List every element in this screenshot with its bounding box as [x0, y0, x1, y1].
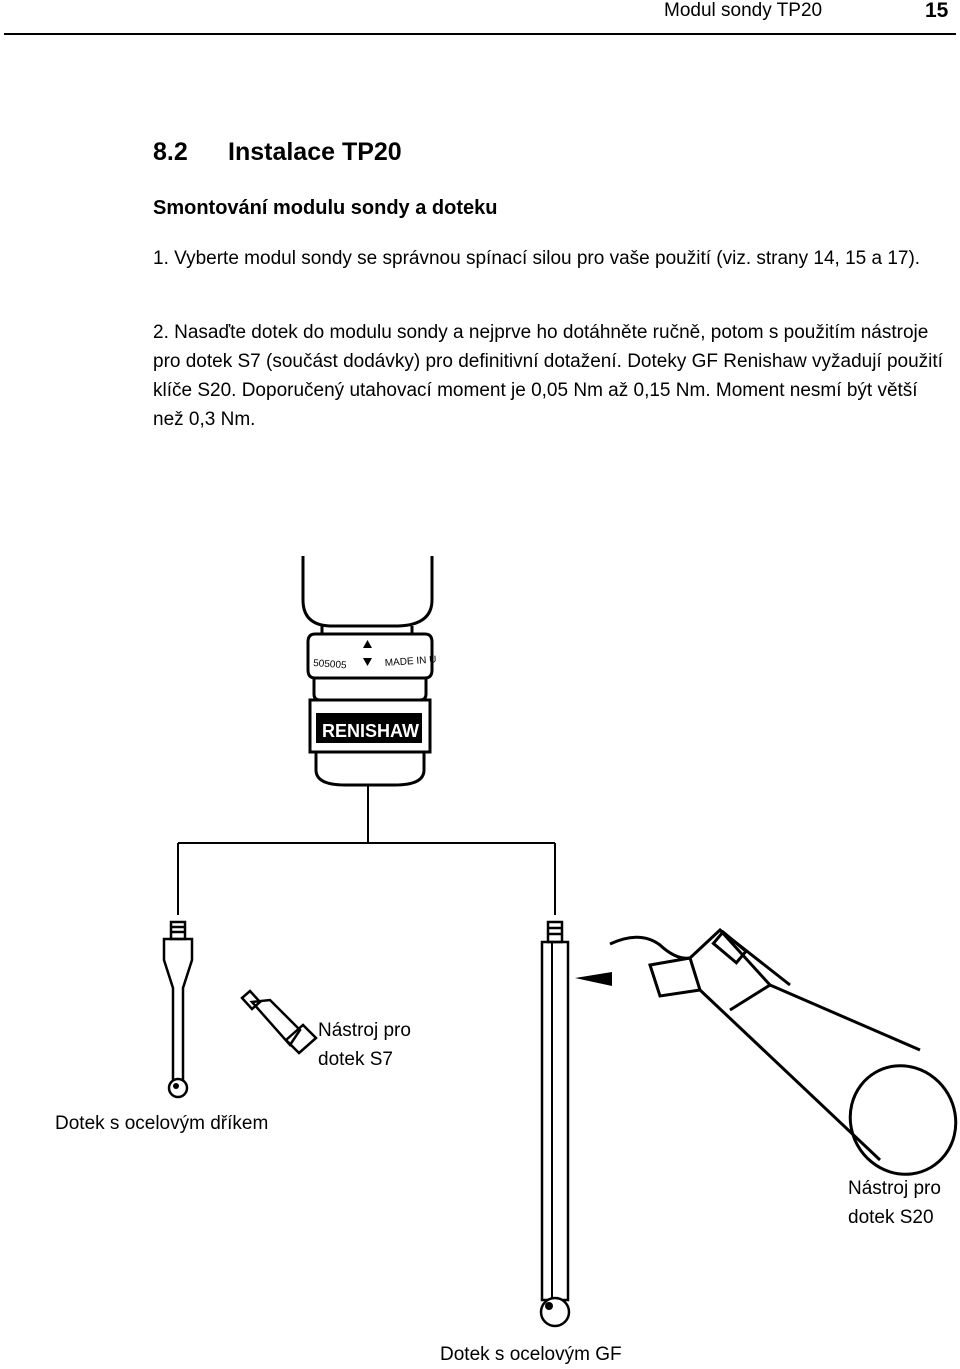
page-number: 15 — [925, 0, 949, 22]
s7-tool-label: Nástroj pro dotek S7 — [318, 1020, 411, 1070]
steel-stylus — [164, 922, 192, 1097]
up-arrow-icon — [363, 640, 372, 648]
probe-module — [303, 556, 432, 785]
insert-arrow-icon — [575, 972, 612, 986]
section-title: Instalace TP20 — [228, 138, 402, 166]
s7-tool — [242, 991, 316, 1053]
header-title: Modul sondy TP20 — [664, 0, 823, 21]
gf-stylus — [541, 922, 569, 1326]
section-number: 8.2 — [153, 138, 188, 166]
steel-stylus-label: Dotek s ocelovým dříkem — [55, 1113, 269, 1134]
s20-tool-label: Nástroj pro dotek S20 — [848, 1178, 941, 1228]
step-2-text: 2. Nasaďte dotek do modulu sondy a nejprve ho dotáhněte ručně, potom s použitím nástroje pro dotek S7 (součást dodávky) pro definitivní dotažení. Doteky GF Renishaw vyžadují použití klíče S20. Doporučený utahovací moment je 0,05 Nm až 0,15 Nm. Moment nesmí být větší než 0,3 Nm. — [153, 322, 943, 430]
gf-stylus-label: Dotek s ocelovým GF — [440, 1344, 622, 1365]
step-1-text: 1. Vyberte modul sondy se správnou spínací silou pro vaše použití (viz. strany 14, 15 a 17). — [153, 248, 921, 269]
module-code: 505005 — [312, 658, 347, 672]
s20-tool — [610, 930, 960, 1194]
connector-lines — [178, 785, 555, 915]
subsection-heading: Smontování modulu sondy a doteku — [153, 197, 498, 219]
module-brand: RENISHAW — [322, 721, 420, 741]
module-made-in: MADE IN U — [384, 654, 437, 669]
down-arrow-icon — [363, 658, 372, 666]
